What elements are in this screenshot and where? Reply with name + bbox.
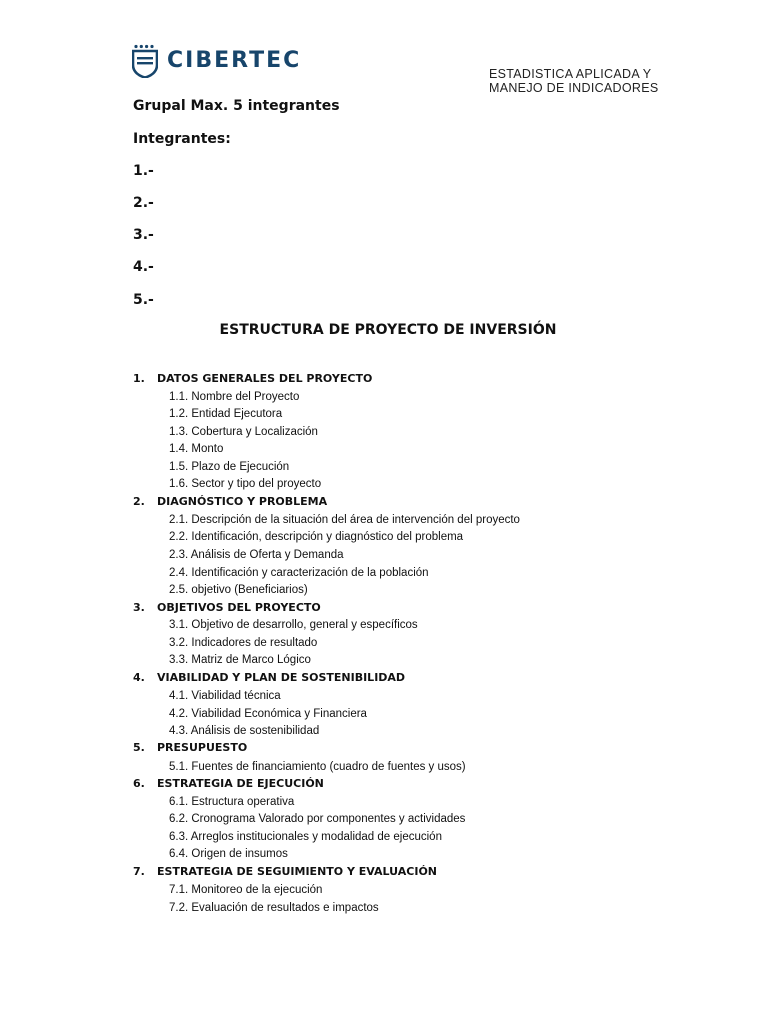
section-title: DATOS GENERALES DEL PROYECTO <box>157 372 373 385</box>
list-item: 5.1. Fuentes de financiamiento (cuadro de fuentes y usos) <box>169 761 466 773</box>
list-item: 2.3. Análisis de Oferta y Demanda <box>169 549 344 561</box>
section-number: 2. <box>133 495 145 508</box>
list-item: 3.1. Objetivo de desarrollo, general y específicos <box>169 619 418 631</box>
list-item: 4.3. Análisis de sostenibilidad <box>169 725 320 737</box>
course-line-1: ESTADISTICA APLICADA Y <box>489 67 652 81</box>
section-title: OBJETIVOS DEL PROYECTO <box>157 601 321 614</box>
section-title: ESTRATEGIA DE SEGUIMIENTO Y EVALUACIÓN <box>157 865 437 878</box>
list-item: 6.4. Origen de insumos <box>169 848 288 860</box>
member-line: 3.- <box>133 227 154 243</box>
list-item: 3.3. Matriz de Marco Lógico <box>169 654 311 666</box>
list-item: 2.2. Identificación, descripción y diagnóstico del problema <box>169 531 464 543</box>
section-title: PRESUPUESTO <box>157 741 248 754</box>
list-item: 1.5. Plazo de Ejecución <box>169 461 290 473</box>
list-item: 1.3. Cobertura y Localización <box>169 426 318 438</box>
member-line: 4.- <box>133 259 154 275</box>
course-title <box>489 67 659 95</box>
section-title: ESTRATEGIA DE EJECUCIÓN <box>157 777 324 790</box>
list-item: 4.1. Viabilidad técnica <box>169 690 281 702</box>
members-label: Integrantes: <box>133 131 231 147</box>
list-item: 4.2. Viabilidad Económica y Financiera <box>169 708 367 720</box>
list-item: 6.2. Cronograma Valorado por componentes y actividades <box>169 813 466 825</box>
group-size-note: Grupal Max. 5 integrantes <box>133 98 340 114</box>
list-item: 6.3. Arreglos institucionales y modalidad de ejecución <box>169 831 442 843</box>
course-line-2: MANEJO DE INDICADORES <box>489 81 659 95</box>
list-item: 2.5. objetivo (Beneficiarios) <box>169 584 308 596</box>
list-item: 7.1. Monitoreo de la ejecución <box>169 884 323 896</box>
list-item: 2.1. Descripción de la situación del área de intervención del proyecto <box>169 514 520 526</box>
member-line: 2.- <box>133 195 154 211</box>
section-number: 7. <box>133 865 145 878</box>
page-title: ESTRUCTURA DE PROYECTO DE INVERSIÓN <box>219 322 557 338</box>
list-item: 1.2. Entidad Ejecutora <box>169 408 283 420</box>
list-item: 3.2. Indicadores de resultado <box>169 637 318 649</box>
list-item: 6.1. Estructura operativa <box>169 796 295 808</box>
member-line: 5.- <box>133 292 154 308</box>
section-number: 6. <box>133 777 145 790</box>
member-line: 1.- <box>133 163 154 179</box>
list-item: 1.4. Monto <box>169 443 224 455</box>
list-item: 1.1. Nombre del Proyecto <box>169 391 300 403</box>
shield-icon <box>132 44 158 78</box>
section-title: VIABILIDAD Y PLAN DE SOSTENIBILIDAD <box>157 671 406 684</box>
section-number: 3. <box>133 601 145 614</box>
list-item: 2.4. Identificación y caracterización de la población <box>169 567 429 579</box>
list-item: 1.6. Sector y tipo del proyecto <box>169 478 322 490</box>
section-number: 5. <box>133 741 145 754</box>
logo-text: CIBERTEC <box>167 48 302 73</box>
section-number: 4. <box>133 671 145 684</box>
section-number: 1. <box>133 372 145 385</box>
cibertec-logo <box>132 44 301 78</box>
list-item: 7.2. Evaluación de resultados e impactos <box>169 902 379 914</box>
section-title: DIAGNÓSTICO Y PROBLEMA <box>157 495 328 508</box>
